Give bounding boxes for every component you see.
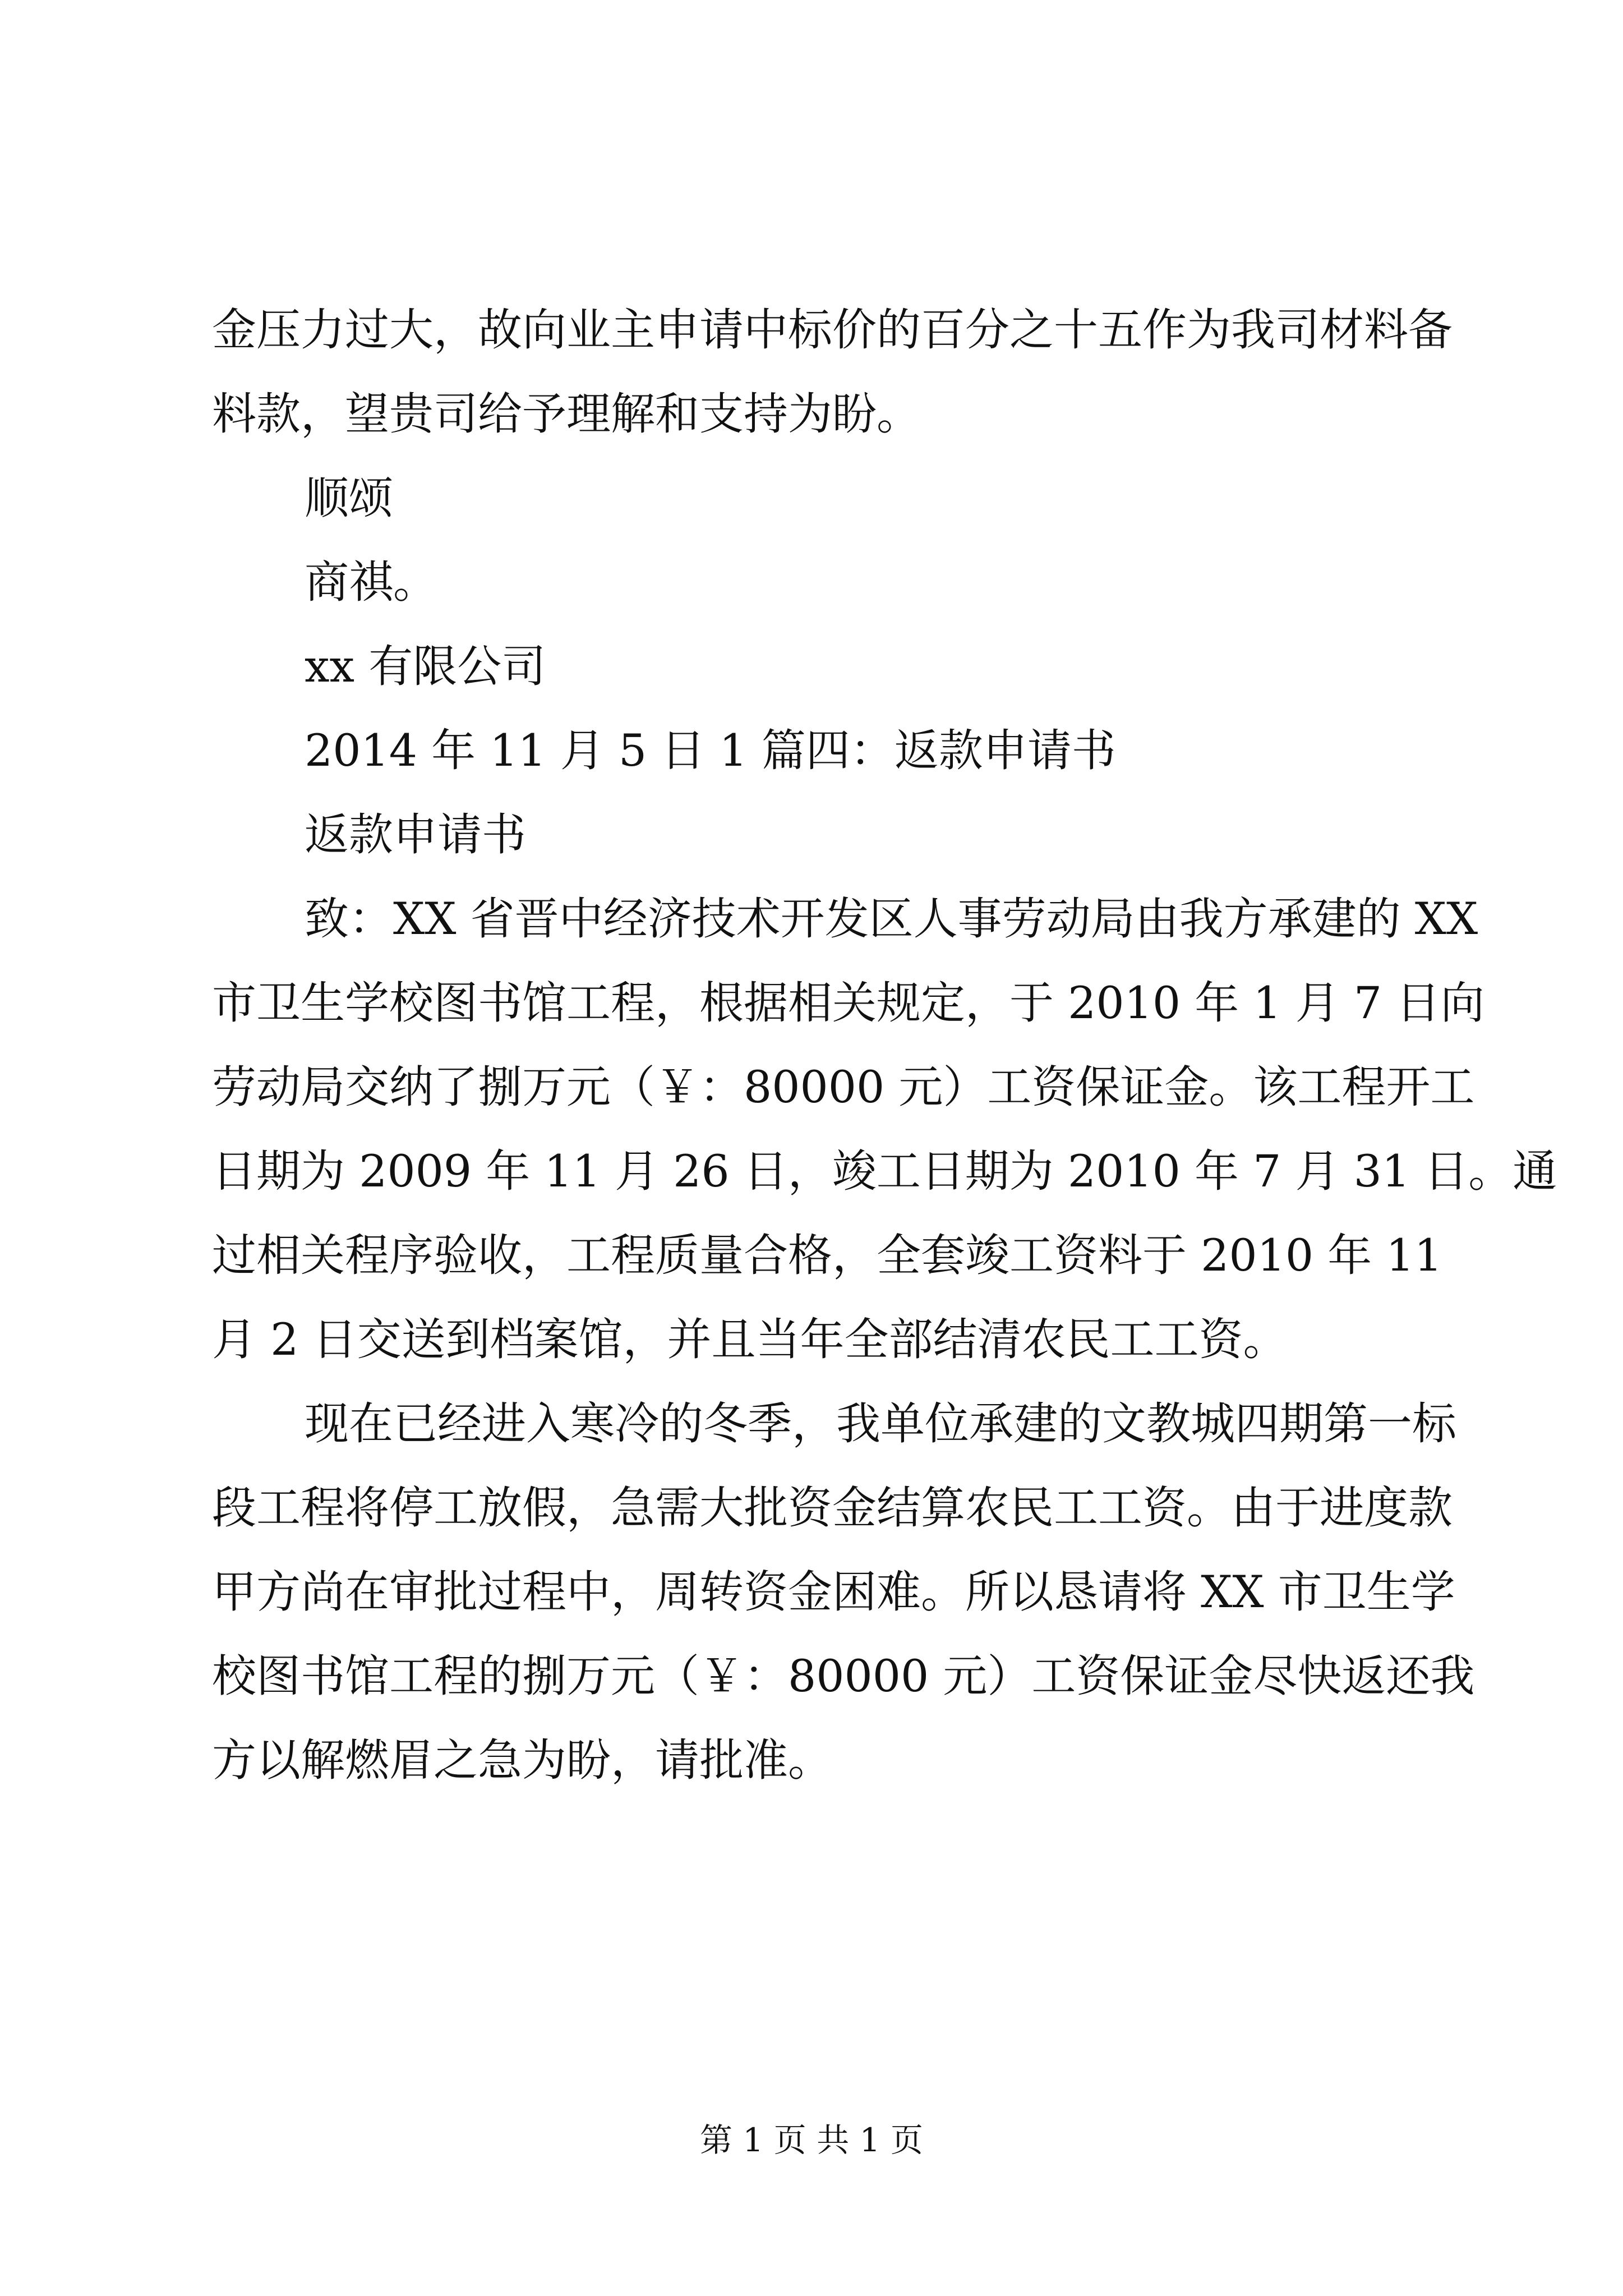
body-line-17: 校图书馆工程的捌万元（￥：80000 元）工资保证金尽快返还我 bbox=[212, 1650, 1475, 1702]
body-line-13: 月 2 日交送到档案馆，并且当年全部结清农民工工资。 bbox=[212, 1314, 1288, 1365]
document-title: 返款申请书 bbox=[305, 809, 526, 861]
body-line-10: 劳动局交纳了捌万元（￥：80000 元）工资保证金。该工程开工 bbox=[212, 1061, 1475, 1113]
page-number-footer: 第 1 页 共 1 页 bbox=[700, 2121, 923, 2159]
body-line-11: 日期为 2009 年 11 月 26 日，竣工日期为 2010 年 7 月 31 日。通 bbox=[212, 1145, 1557, 1197]
body-line-15: 段工程将停工放假，急需大批资金结算农民工工资。由于进度款 bbox=[212, 1482, 1453, 1534]
signature-company: xx 有限公司 bbox=[305, 641, 546, 692]
body-line-18: 方以解燃眉之急为盼，请批准。 bbox=[212, 1734, 832, 1786]
body-line-16: 甲方尚在审批过程中，周转资金困难。所以恳请将 XX 市卫生学 bbox=[212, 1566, 1455, 1618]
closing-salutation: 顺颂 bbox=[305, 472, 393, 524]
body-line-12: 过相关程序验收，工程质量合格，全套竣工资料于 2010 年 11 bbox=[212, 1230, 1442, 1281]
closing-wish: 商祺。 bbox=[305, 556, 437, 608]
body-line-1: 金压力过大，故向业主申请中标价的百分之十五作为我司材料备 bbox=[212, 304, 1453, 356]
body-line-14: 现在已经进入寒冷的冬季，我单位承建的文教城四期第一标 bbox=[305, 1398, 1456, 1450]
body-line-2: 料款，望贵司给予理解和支持为盼。 bbox=[212, 388, 921, 440]
body-line-9: 市卫生学校图书馆工程，根据相关规定，于 2010 年 1 月 7 日向 bbox=[212, 977, 1485, 1029]
body-line-8: 致：XX 省晋中经济技术开发区人事劳动局由我方承建的 XX bbox=[305, 893, 1478, 945]
date-and-section-heading: 2014 年 11 月 5 日 1 篇四：返款申请书 bbox=[305, 725, 1116, 776]
